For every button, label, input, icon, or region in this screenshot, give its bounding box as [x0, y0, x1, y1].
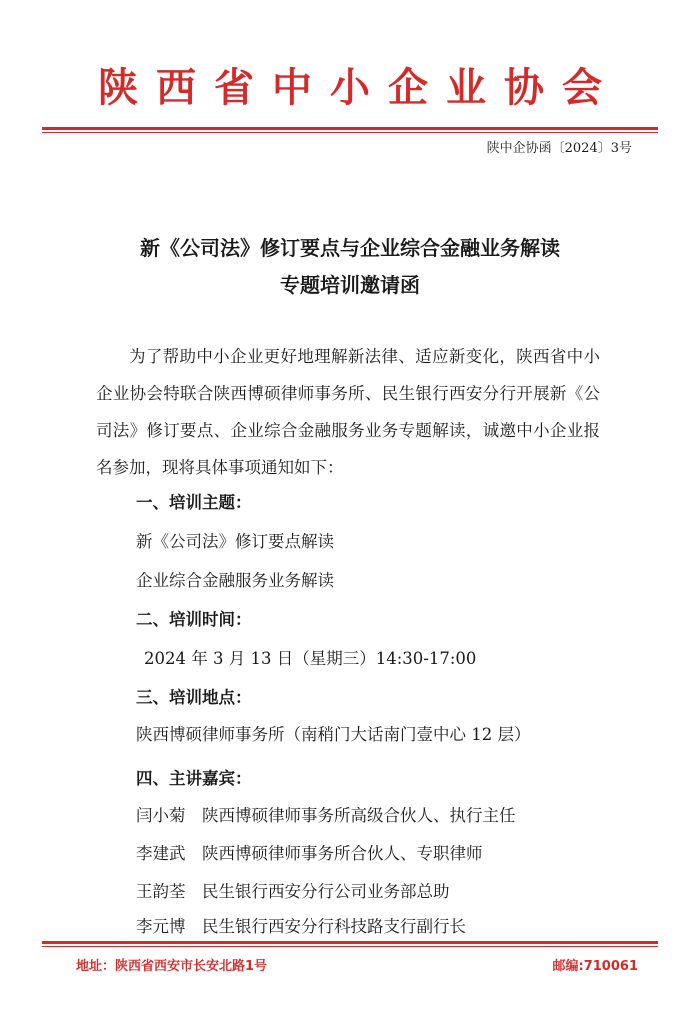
- speaker-name: 闫小菊: [136, 806, 186, 825]
- speaker-row: [136, 880, 450, 904]
- document-title-line2: 专题培训邀请函: [280, 273, 420, 297]
- topic-item: 企业综合金融服务业务解读: [136, 571, 334, 590]
- footer-address: 地址：陕西省西安市长安北路1号: [76, 959, 268, 974]
- training-location: 陕西博硕律师事务所（南稍门大话南门壹中心 12 层）: [136, 725, 531, 744]
- intro-paragraph: 为了帮助中小企业更好地理解新法律、适应新变化，陕西省中小企业协会特联合陕西博硕律师事务所、民生银行西安分行开展新《公司法》修订要点、企业综合金融服务业务专题解读，诚邀中小企业报名参加，现将具体事项通知如下：: [96, 347, 600, 477]
- footer-postal-code: 邮编:710061: [552, 959, 638, 974]
- topic-item: 新《公司法》修订要点解读: [136, 532, 334, 551]
- section-topic-heading: 一、培训主题：: [136, 493, 252, 512]
- speaker-role: 民生银行西安分行公司业务部总助: [202, 882, 450, 901]
- letterhead-organization: 陕西省中小企业协会: [98, 64, 620, 111]
- speaker-role: 陕西博硕律师事务所高级合伙人、执行主任: [202, 806, 516, 825]
- section-speakers-heading: 四、主讲嘉宾：: [136, 769, 252, 788]
- document-title-line1: 新《公司法》修订要点与企业综合金融业务解读: [140, 236, 560, 260]
- speaker-role: 民生银行西安分行科技路支行副行长: [202, 917, 466, 936]
- speaker-role: 陕西博硕律师事务所合伙人、专职律师: [202, 844, 483, 863]
- speaker-name: 李元博: [136, 917, 186, 936]
- speaker-row: [136, 842, 483, 866]
- section-time-heading: 二、培训时间：: [136, 610, 252, 629]
- training-time: 2024 年 3 月 13 日（星期三）14:30-17:00: [144, 649, 477, 668]
- footer-divider-thin: [42, 946, 658, 947]
- section-location-heading: 三、培训地点：: [136, 688, 252, 707]
- speaker-row: [136, 804, 516, 828]
- speaker-name: 王韵荃: [136, 882, 186, 901]
- speaker-name: 李建武: [136, 844, 186, 863]
- footer-divider-thick: [42, 941, 658, 944]
- letterhead-divider-thick: [42, 127, 658, 130]
- speaker-row: [136, 915, 466, 939]
- document-number: 陕中企协函〔2024〕3号: [486, 141, 632, 156]
- letterhead-divider-thin: [42, 132, 658, 133]
